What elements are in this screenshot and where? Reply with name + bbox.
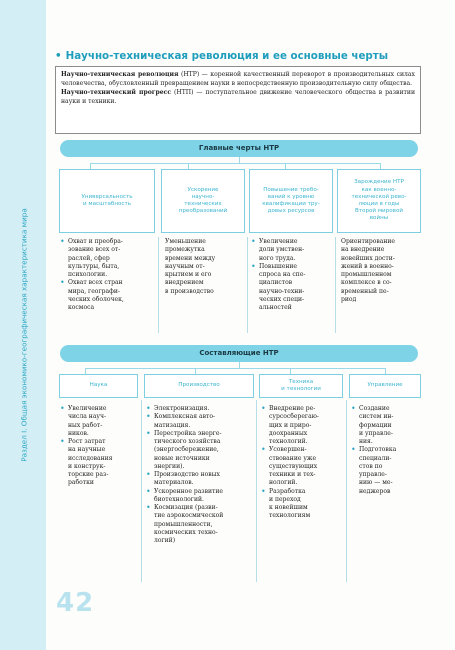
definition-ntp-text: (НТП) — поступательное движение человеческого общества в развитии науки и техники. — [61, 89, 415, 106]
title-bullet: • — [55, 50, 62, 62]
section-title — [55, 50, 435, 62]
component-column-science — [60, 405, 140, 488]
list-item: • Охват и преобра- зование всех от- раслей, сфер культуры, быта, психологии. — [60, 238, 157, 279]
component-column-technology — [261, 405, 346, 521]
definition-ntp-term: Научно-технический прогресс — [61, 89, 172, 97]
feature-column-4 — [341, 238, 423, 304]
column-divider — [158, 237, 159, 333]
definition-ntr-text: (НТР) — коренной качественный переворот в производительных силах человечества, обусловленный превращением науки в непосредственную производительную силу общества. — [61, 71, 415, 88]
connector — [85, 368, 385, 369]
definitions-box — [55, 66, 421, 134]
feature-header-3: Повышение требо- ваний к уровню квалификации тру- довых ресурсов — [249, 169, 333, 233]
list-item: • Создание систем ин- формации и управле- ния. — [351, 405, 423, 446]
column-divider — [141, 400, 142, 582]
connector — [90, 163, 380, 164]
list-item: • Внедрение ре- сурсосберегаю- щих и приро- доохранных технологий. — [261, 405, 346, 446]
definition-ntr-term: Научно-техническая революция — [61, 71, 179, 78]
list-item: • Повышение спроса на спе- циалистов научно-техни- ческих специ- альностей — [251, 263, 335, 313]
list-item: • Увеличение доли умствен- ного труда. — [251, 238, 335, 263]
sidebar-section-label: Раздел I. Общая экономико-географическая характеристика мира — [19, 208, 29, 462]
list-item: • Подготовка специали- стов по управле- нию — ме- неджеров — [351, 446, 423, 496]
main-features-banner: Главные черты НТР — [60, 140, 418, 157]
list-item: • Космизация (разви- тие аэрокосмической промышленности, космических техно- логий) — [146, 504, 256, 545]
component-header-production: Производство — [144, 374, 254, 398]
list-item: • Производство новых материалов. — [146, 471, 256, 488]
feature-header-1: Универсальность и масштабность — [59, 169, 155, 233]
component-header-technology: Техника и технологии — [259, 374, 343, 398]
feature-column-3 — [251, 238, 335, 312]
list-item: • Электронизация. — [146, 405, 256, 413]
feature-header-2: Ускорение научно- технических преобразований — [161, 169, 245, 233]
page-number: 42 — [56, 588, 95, 618]
feature-text: Уменьшение промежутка времени между научным от- крытием и его внедрением в производство — [165, 238, 216, 295]
components-banner: Составляющие НТР — [60, 345, 418, 362]
list-item: • Комплексная авто- матизация. — [146, 413, 256, 430]
column-divider — [335, 237, 336, 333]
list-item: • Охват всех стран мира, географи- ческих оболочек, космоса — [60, 279, 157, 312]
list-item: • Увеличение числа науч- ных работ- ников. — [60, 405, 140, 438]
list-item: • Усовершен- ствование уже существующих техники и тех- нологий. — [261, 446, 346, 487]
component-column-management — [351, 405, 423, 496]
title-text: Научно-техническая революция и ее основные черты — [65, 50, 389, 62]
list-item: • Перестройка энерге- тического хозяйства (энергосбережение, новые источники энергии). — [146, 430, 256, 471]
component-column-production — [146, 405, 256, 545]
feature-header-4: Зарождение НТР как военно- технической рево- люции в годы Второй мировой войны — [337, 169, 421, 233]
list-item: • Ускоренное развитие биотехнологий. — [146, 488, 256, 505]
feature-text: Ориентирование на внедрение новейших дости- жений в военно- промышленном комплексе в со- временный пе- риод — [341, 238, 396, 303]
component-header-management: Управление — [349, 374, 421, 398]
column-divider — [346, 400, 347, 582]
feature-column-2 — [165, 238, 247, 296]
definition-ntp — [61, 88, 415, 106]
feature-column-1 — [60, 238, 157, 312]
list-item: • Рост затрат на научные исследования и конструк- торские раз- работки — [60, 438, 140, 488]
component-header-science: Наука — [59, 374, 138, 398]
column-divider — [256, 400, 257, 582]
list-item: • Разработка и переход к новейшим технологиям — [261, 488, 346, 521]
column-divider — [247, 237, 248, 333]
sidebar-strip — [0, 0, 46, 650]
definition-ntr — [61, 70, 415, 88]
